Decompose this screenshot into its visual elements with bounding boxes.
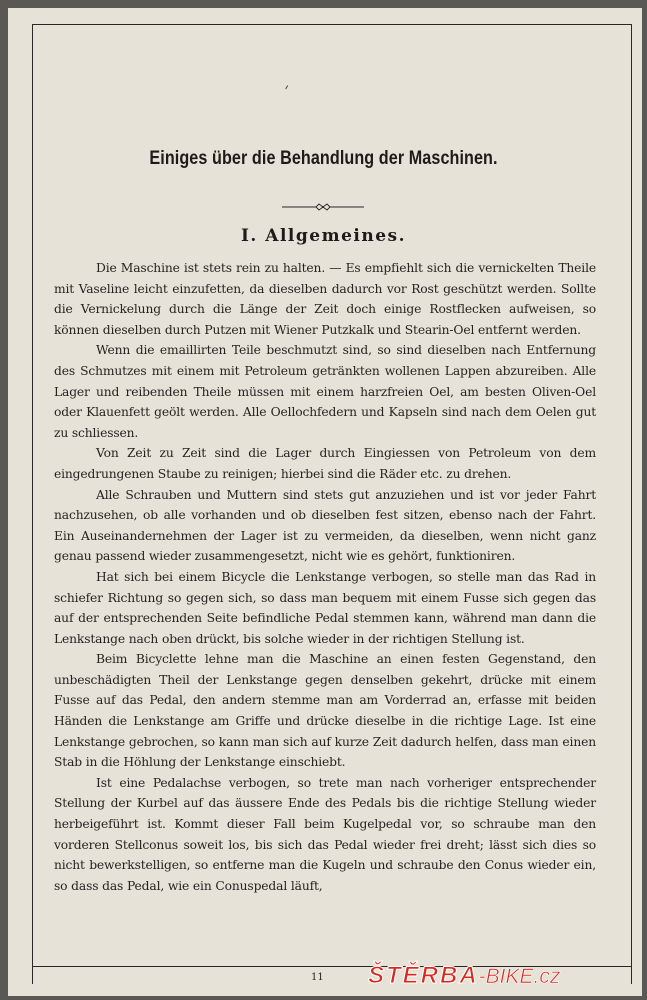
paragraph: Beim Bicyclette lehne man die Maschine an einen festen Gegenstand, den unbeschädigten Theil der Lenkstange gegen denselben gekehrt, drücke mit einem Fusse auf das Pedal, den andern stemme man am Vorderrad an, erfasse mit beiden Händen die Lenkstange am Griffe und drücke dieselbe in die richtige Lage. Ist eine Lenkstange gebrochen, so kann man sich auf kurze Zeit dadurch helfen, dass man einen Stab in die Höhlung der Lenkstange einschiebt. xyxy=(54,652,596,770)
paragraph: Alle Schrauben und Muttern sind stets gut anzuziehen und ist vor jeder Fahrt nachzusehen, ob alle vorhanden und ob dieselben fest sitzen, ebenso nach der Fahrt. Ein Auseinandernehmen der Lager ist zu vermeiden, da dieselben, wenn nicht ganz genau passend wieder zusammengesetzt, nicht wie es gehört, funktioniren. xyxy=(54,487,596,564)
watermark-brand: ŠTĚRBA xyxy=(368,962,479,989)
body-text xyxy=(54,258,596,896)
page-title: Einiges über die Behandlung der Maschinen. xyxy=(149,148,498,169)
paragraph: Von Zeit zu Zeit sind die Lager durch Eingiessen von Petroleum von dem eingedrungenen Staube zu reinigen; hierbei sind die Räder etc. zu drehen. xyxy=(54,446,596,481)
title-ornament-divider xyxy=(282,202,364,212)
paragraph: Ist eine Pedalachse verbogen, so trete man nach vorheriger entsprechender Stellung der Kurbel auf das äussere Ende des Pedals bis die richtige Stellung wieder herbeigeführt ist. Kommt dieser Fall beim Kugelpedal vor, so schraube man den vorderen Stellconus soweit los, bis sich das Pedal wieder frei dreht; lässt sich dies so nicht bewerkstelligen, so entferne man die Kugeln und schraube den Conus wieder ein, so dass das Pedal, wie ein Conuspedal läuft, xyxy=(54,775,596,893)
paragraph: Wenn die emaillirten Teile beschmutzt sind, so sind dieselben nach Entfernung des Schmutzes mit einem mit Petroleum getränkten wollenen Lappen abzureiben. Alle Lager und reibenden Theile müssen mit einem harzfreien Oel, am besten Oliven-Oel oder Klauenfett geölt werden. Alle Oellochfedern und Kapseln sind nach dem Oelen gut zu schliessen. xyxy=(54,343,596,440)
section-heading: I. Allgemeines. xyxy=(240,226,407,246)
paragraph: Die Maschine ist stets rein zu halten. — Es empfiehlt sich die vernickelten Theile mit Vaseline leicht einzufetten, da dieselben dadurch vor Rost geschützt werden. Sollte die Vernickelung durch die Länge der Zeit doch einige Rostflecken aufweisen, so können dieselben durch Putzen mit Wiener Putzkalk und Stearin-Oel entfernt werden. xyxy=(54,261,596,337)
site-watermark xyxy=(368,962,560,990)
page-number: 11 xyxy=(311,972,324,983)
watermark-domain: -BIKE.cz xyxy=(478,965,561,988)
paragraph: Hat sich bei einem Bicycle die Lenkstange verbogen, so stelle man das Rad in schiefer Richtung so gegen sich, so dass man bequem mit einem Fusse sich gegen das auf der entsprechenden Seite befindliche Pedal stemmen kann, während man dann die Lenkstange nach oben drückt, bis solche wieder in der richtigen Stellung ist. xyxy=(54,569,596,646)
